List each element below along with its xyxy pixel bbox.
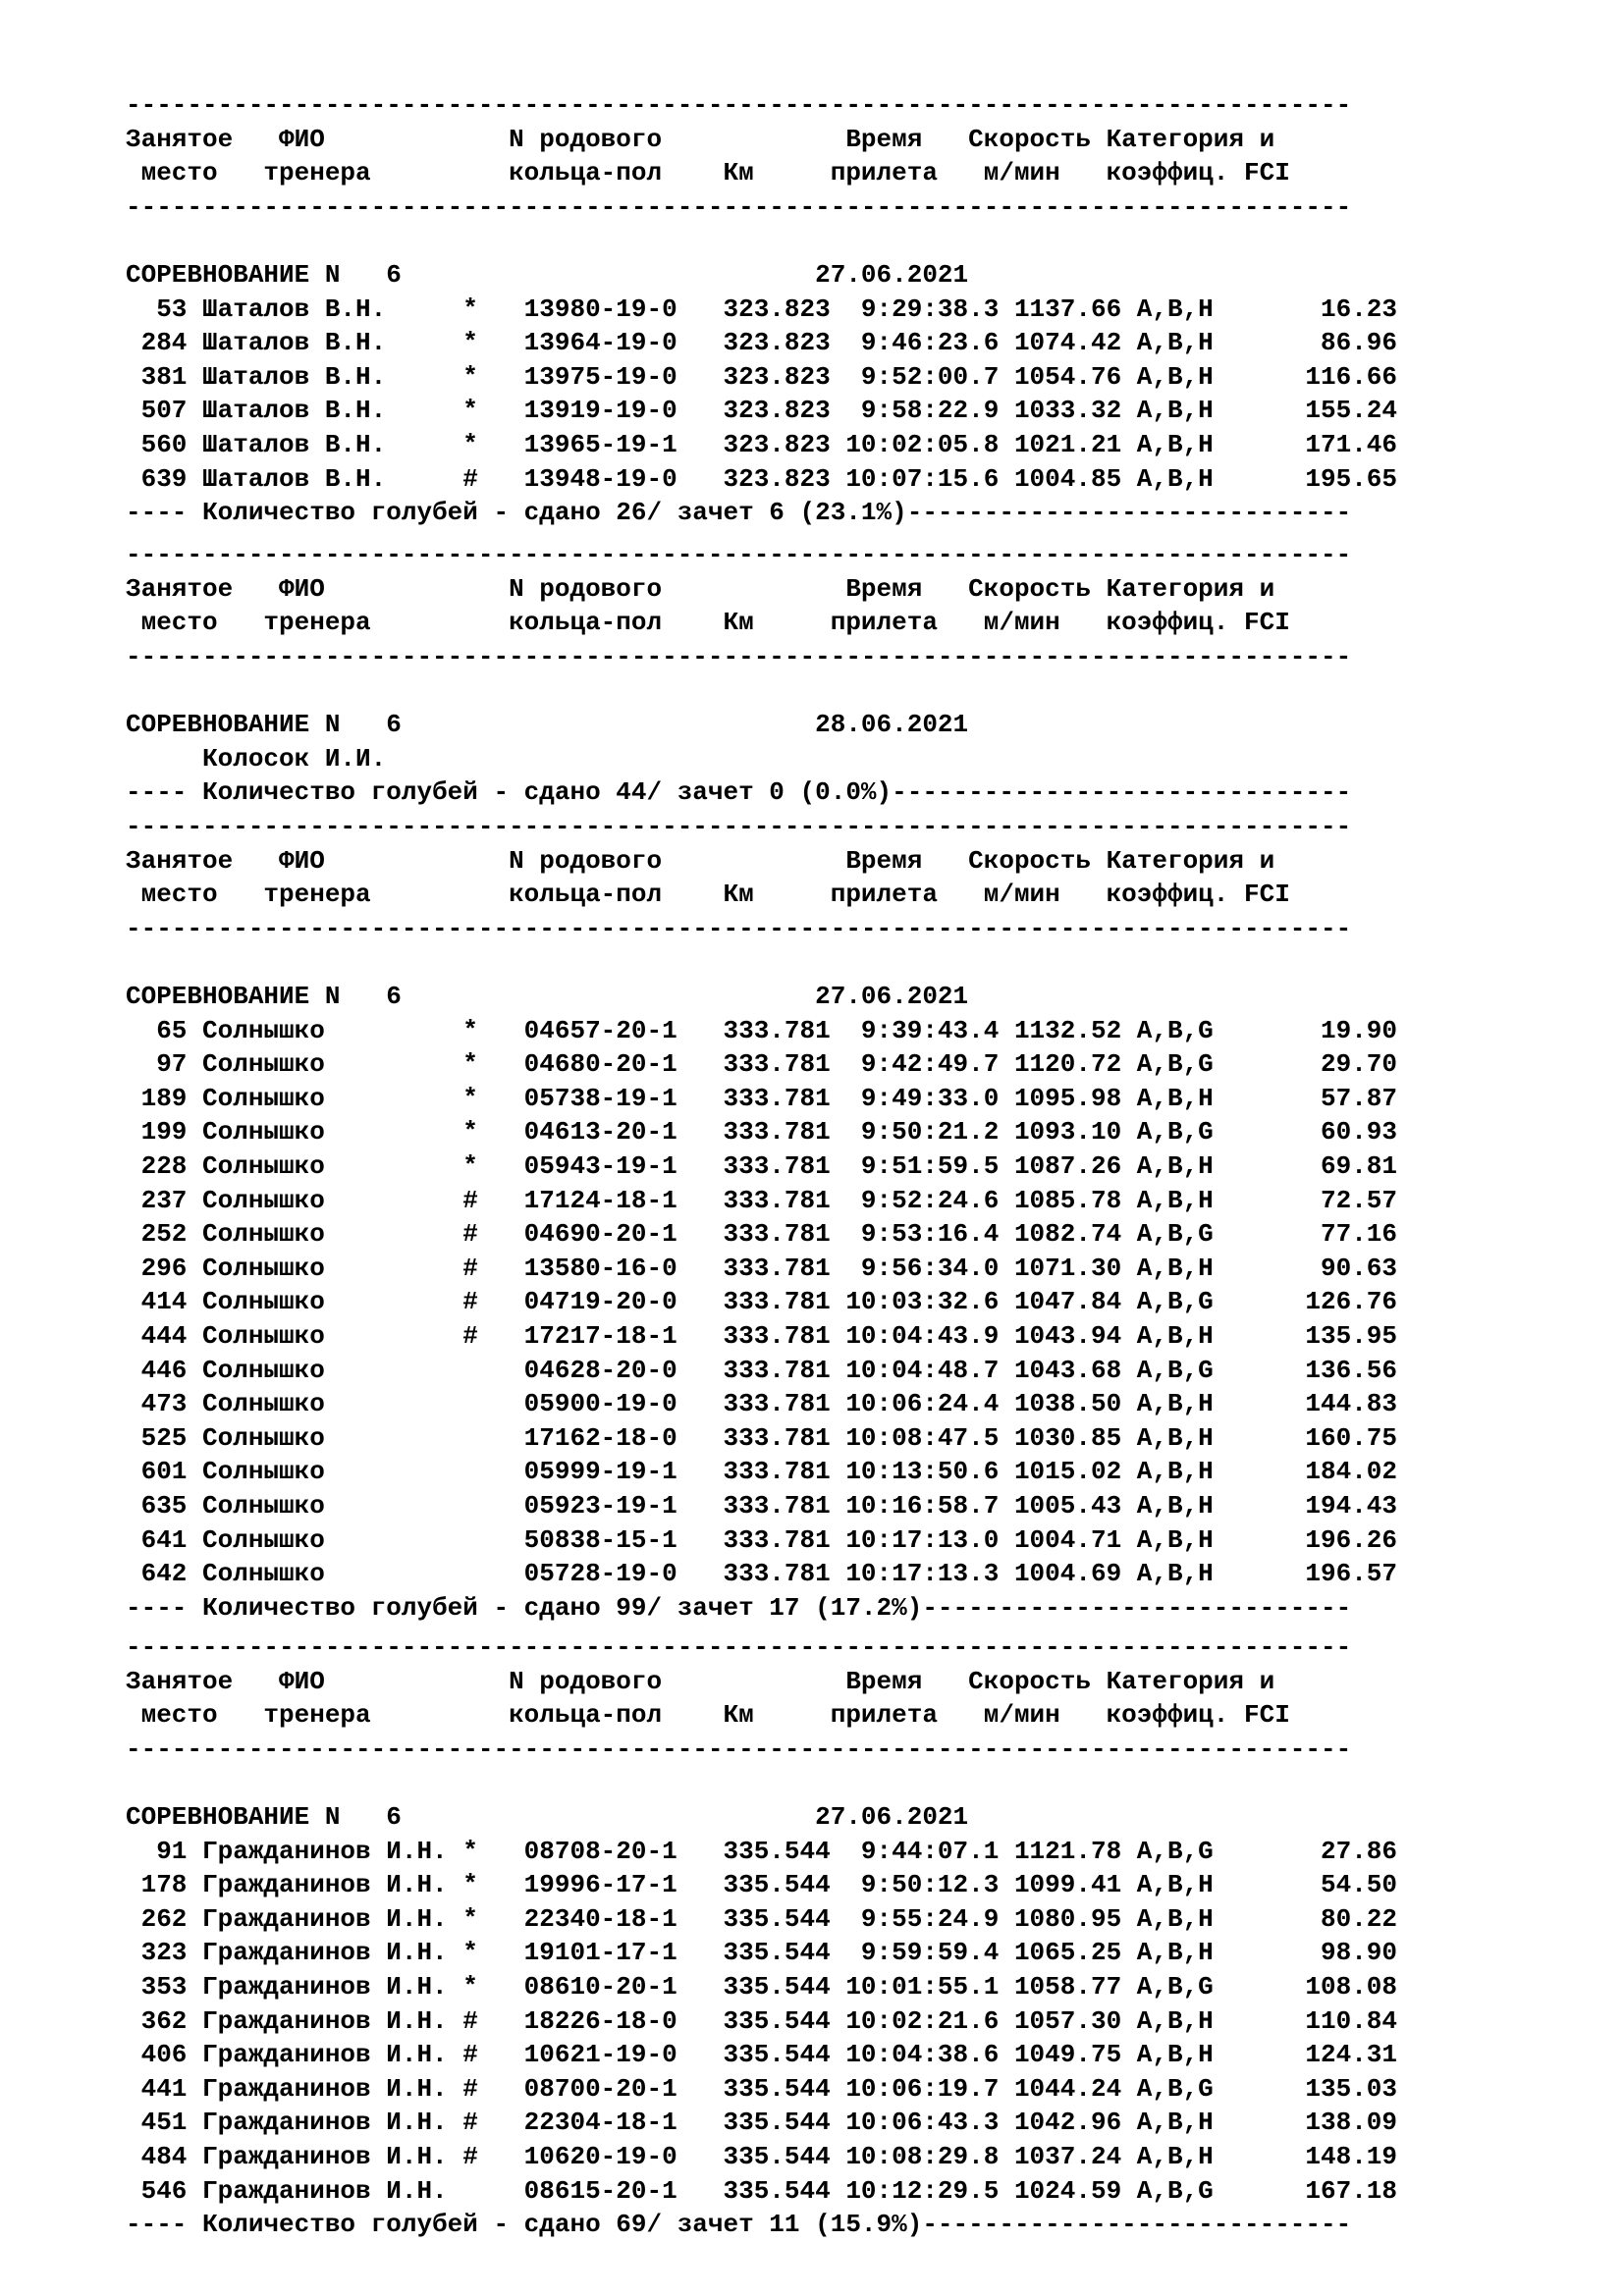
competition-title: СОРЕВНОВАНИЕ N 6 28.06.2021 [126,710,969,739]
result-row: Колосок И.И. [126,743,387,774]
result-row: 262 Гражданинов И.Н. * 22340-18-1 335.544 9:55:24.9 1080.95 A,B,H 80.22 [126,1903,1398,1934]
result-row: 53 Шаталов В.Н. * 13980-19-0 323.823 9:29:38.3 1137.66 A,B,H 16.23 [126,294,1398,324]
result-row: 91 Гражданинов И.Н. * 08708-20-1 335.544 9:44:07.1 1121.78 A,B,G 27.86 [126,1836,1398,1866]
result-row: 228 Солнышко * 05943-19-1 333.781 9:51:59.5 1087.26 A,B,H 69.81 [126,1151,1398,1181]
result-row: 381 Шаталов В.Н. * 13975-19-0 323.823 9:52:00.7 1054.76 A,B,H 116.66 [126,361,1398,392]
column-header: Занятое ФИО N родового Время Скорость Категория и [126,573,1275,604]
competition-title: СОРЕВНОВАНИЕ N 6 27.06.2021 [126,1802,969,1832]
result-row: 560 Шаталов В.Н. * 13965-19-1 323.823 10:02:05.8 1021.21 A,B,H 171.46 [126,430,1398,459]
result-row: 635 Солнышко 05923-19-1 333.781 10:16:58.7 1005.43 A,B,H 194.43 [126,1491,1398,1521]
result-row: 362 Гражданинов И.Н. # 18226-18-0 335.544 10:02:21.6 1057.30 A,B,H 110.84 [126,2005,1398,2036]
result-row: 601 Солнышко 05999-19-1 333.781 10:13:50.6 1015.02 A,B,H 184.02 [126,1457,1398,1487]
column-header: место тренера кольца-пол Км прилета м/мин коэффиц. FCI [126,880,1290,910]
result-row: 507 Шаталов В.Н. * 13919-19-0 323.823 9:58:22.9 1033.32 A,B,H 155.24 [126,396,1398,426]
summary-line: ---- Количество голубей - сдано 44/ зачет 0 (0.0%)------------------------------ [126,777,1352,808]
result-row: 189 Солнышко * 05738-19-1 333.781 9:49:33.0 1095.98 A,B,H 57.87 [126,1083,1398,1113]
column-header: Занятое ФИО N родового Время Скорость Категория и [126,845,1275,876]
separator-line: -------------------------------------------------------------------------------- [126,191,1352,222]
separator-line: -------------------------------------------------------------------------------- [126,90,1352,120]
result-row: 451 Гражданинов И.Н. # 22304-18-1 335.544 10:06:43.3 1042.96 A,B,H 138.09 [126,2108,1398,2138]
result-row: 252 Солнышко # 04690-20-1 333.781 9:53:16.4 1082.74 A,B,G 77.16 [126,1219,1398,1250]
separator-line: -------------------------------------------------------------------------------- [126,1632,1352,1662]
result-row: 284 Шаталов В.Н. * 13964-19-0 323.823 9:46:23.6 1074.42 A,B,H 86.96 [126,328,1398,358]
result-row: 199 Солнышко * 04613-20-1 333.781 9:50:21.2 1093.10 A,B,G 60.93 [126,1117,1398,1148]
separator-line: -------------------------------------------------------------------------------- [126,540,1352,569]
separator-line: -------------------------------------------------------------------------------- [126,812,1352,841]
result-row: 444 Солнышко # 17217-18-1 333.781 10:04:43.9 1043.94 A,B,H 135.95 [126,1321,1398,1351]
result-row: 441 Гражданинов И.Н. # 08700-20-1 335.544 10:06:19.7 1044.24 A,B,G 135.03 [126,2073,1398,2104]
result-row: 546 Гражданинов И.Н. 08615-20-1 335.544 10:12:29.5 1024.59 A,B,G 167.18 [126,2175,1398,2206]
result-row: 353 Гражданинов И.Н. * 08610-20-1 335.544 10:01:55.1 1058.77 A,B,G 108.08 [126,1972,1398,2002]
result-row: 178 Гражданинов И.Н. * 19996-17-1 335.544 9:50:12.3 1099.41 A,B,H 54.50 [126,1870,1398,1900]
result-row: 484 Гражданинов И.Н. # 10620-19-0 335.544 10:08:29.8 1037.24 A,B,H 148.19 [126,2142,1398,2171]
summary-line: ---- Количество голубей - сдано 69/ зачет 11 (15.9%)---------------------------- [126,2210,1352,2240]
result-row: 639 Шаталов В.Н. # 13948-19-0 323.823 10:07:15.6 1004.85 A,B,H 195.65 [126,463,1398,494]
result-row: 642 Солнышко 05728-19-0 333.781 10:17:13.3 1004.69 A,B,H 196.57 [126,1559,1398,1589]
result-row: 446 Солнышко 04628-20-0 333.781 10:04:48.7 1043.68 A,B,G 136.56 [126,1355,1398,1385]
column-header: Занятое ФИО N родового Время Скорость Категория и [126,1666,1275,1696]
competition-title: СОРЕВНОВАНИЕ N 6 27.06.2021 [126,260,969,290]
result-row: 641 Солнышко 50838-15-1 333.781 10:17:13.0 1004.71 A,B,H 196.26 [126,1524,1398,1555]
result-row: 473 Солнышко 05900-19-0 333.781 10:06:24.4 1038.50 A,B,H 144.83 [126,1389,1398,1419]
result-row: 525 Солнышко 17162-18-0 333.781 10:08:47.5 1030.85 A,B,H 160.75 [126,1422,1398,1453]
result-row: 406 Гражданинов И.Н. # 10621-19-0 335.544 10:04:38.6 1049.75 A,B,H 124.31 [126,2040,1398,2070]
competition-title: СОРЕВНОВАНИЕ N 6 27.06.2021 [126,982,969,1011]
separator-line: -------------------------------------------------------------------------------- [126,1734,1352,1764]
summary-line: ---- Количество голубей - сдано 26/ зачет 6 (23.1%)----------------------------- [126,498,1352,528]
column-header: место тренера кольца-пол Км прилета м/мин коэффиц. FCI [126,158,1290,188]
separator-line: -------------------------------------------------------------------------------- [126,641,1352,671]
separator-line: -------------------------------------------------------------------------------- [126,913,1352,943]
column-header: Занятое ФИО N родового Время Скорость Категория и [126,124,1275,154]
result-row: 323 Гражданинов И.Н. * 19101-17-1 335.544 9:59:59.4 1065.25 A,B,H 98.90 [126,1938,1398,1968]
column-header: место тренера кольца-пол Км прилета м/мин коэффиц. FCI [126,1700,1290,1731]
result-row: 97 Солнышко * 04680-20-1 333.781 9:42:49.7 1120.72 A,B,G 29.70 [126,1049,1398,1080]
column-header: место тренера кольца-пол Км прилета м/мин коэффиц. FCI [126,608,1290,638]
result-row: 65 Солнышко * 04657-20-1 333.781 9:39:43.4 1132.52 A,B,G 19.90 [126,1015,1398,1045]
result-row: 296 Солнышко # 13580-16-0 333.781 9:56:34.0 1071.30 A,B,H 90.63 [126,1253,1398,1283]
result-row: 237 Солнышко # 17124-18-1 333.781 9:52:24.6 1085.78 A,B,H 72.57 [126,1185,1398,1215]
summary-line: ---- Количество голубей - сдано 99/ зачет 17 (17.2%)---------------------------- [126,1592,1352,1623]
result-row: 414 Солнышко # 04719-20-0 333.781 10:03:32.6 1047.84 A,B,G 126.76 [126,1287,1398,1317]
